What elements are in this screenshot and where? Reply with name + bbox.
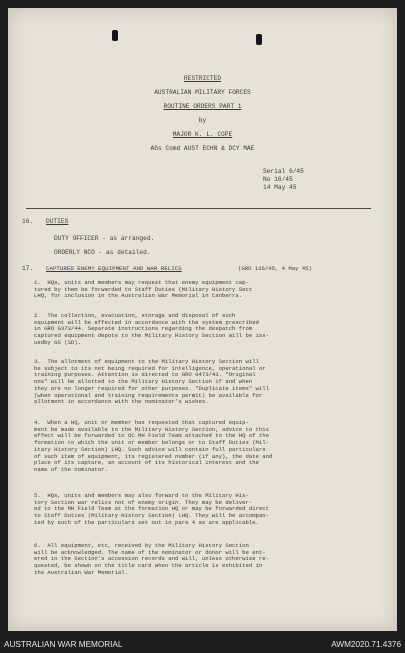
section-reference: (GRO 136/45, 4 May 45) [238, 265, 312, 272]
paragraph: 4. When a HQ, unit or member has requested that captured equip- ment be made available to the Military History Section, advice to this effect will be forwarded to OC MH Field Team attached to the HQ of the formation to which the unit or member belongs or to Staff Duties (Mil- itary History Section) LHQ. Such advice will contain full particulars of such item of equipment, its registered number (if any), the date and place of its capture, an account of its historical interest and the name of the nominator. [34, 419, 273, 473]
document-title: ROUTINE ORDERS PART 1 [163, 103, 242, 110]
signatory: MAJOR K. L. COPE [172, 131, 233, 138]
paragraph: 5. HQs, units and members may also forward to the Military His- tory Section war relics not of enemy origin. They may be deliver- ed to the MH Field Team at the formation HQ or may be forwarded direct to Staff Duties (Military History Section) LHQ. They will be accompan- ied by such of the particulars set out in para 4 as are applicable. [34, 492, 269, 526]
institution-name: AUSTRALIAN WAR MEMORIAL [4, 640, 123, 649]
document-page [8, 8, 397, 631]
section-number: 16. [22, 218, 34, 225]
order-number: No 16/45 [263, 176, 293, 183]
footer-bar [0, 637, 405, 653]
section-heading: CAPTURED ENEMY EQUIPMENT AND WAR RELICS [46, 265, 182, 272]
appointment: AGs Comd AUST ECHN & DCY MAE [150, 145, 255, 152]
accession-number: AWM2020.71.4376 [331, 640, 401, 649]
divider [26, 208, 371, 209]
orderly-nco-line: ORDERLY NCO - as detailed. [54, 249, 151, 256]
order-date: 14 May 45 [263, 184, 297, 191]
organisation-name: AUSTRALIAN MILITARY FORCES [154, 89, 251, 96]
punch-hole [256, 34, 262, 45]
paragraph: 1. HQs, units and members may request that enemy equipment cap- tured by them be forwarded to Staff Duties (Military History Sect LHQ, for inclusion in the Australian War Memorial in Canberra. [34, 279, 253, 300]
paragraph: 6. All equipment, etc, received by the Military History Section will be acknowledged. The name of the nominator or donor will be ent- ered in the Section's accession records and will, unless otherwise re- quested, be shown on the title card when the article is exhibited in the Australian War Memorial. [34, 542, 269, 576]
serial-number: Serial 6/45 [263, 168, 304, 175]
section-heading: DUTIES [46, 218, 69, 225]
classification-label: RESTRICTED [183, 75, 222, 82]
duty-officer-line: DUTY OFFICER - as arranged. [54, 235, 155, 242]
punch-hole [112, 30, 118, 41]
paragraph: 2. The collection, evacuation, storage and disposal of such equipment will be effected in accordance with the system prescribed in GRO G373/44. Separate instructions regarding the despatch from captured equipment depots to the Military History Section will be iss- uedby GS (SD). [34, 312, 269, 346]
by-line: by [198, 117, 207, 124]
section-number: 17. [22, 265, 34, 272]
paragraph: 3. The allotment of equipment to the Military History Section will be subject to its not being required for intelligence, operational or training purposes. Attention is directed to GRO G473/43. "Original ons" will be allotted to the Military History Section if and when they are no longer required for other purposes. "Duplicate items" will (when operational and training requirements permit) be available for allotment in accordance with the nominator's wishes. [34, 358, 269, 406]
